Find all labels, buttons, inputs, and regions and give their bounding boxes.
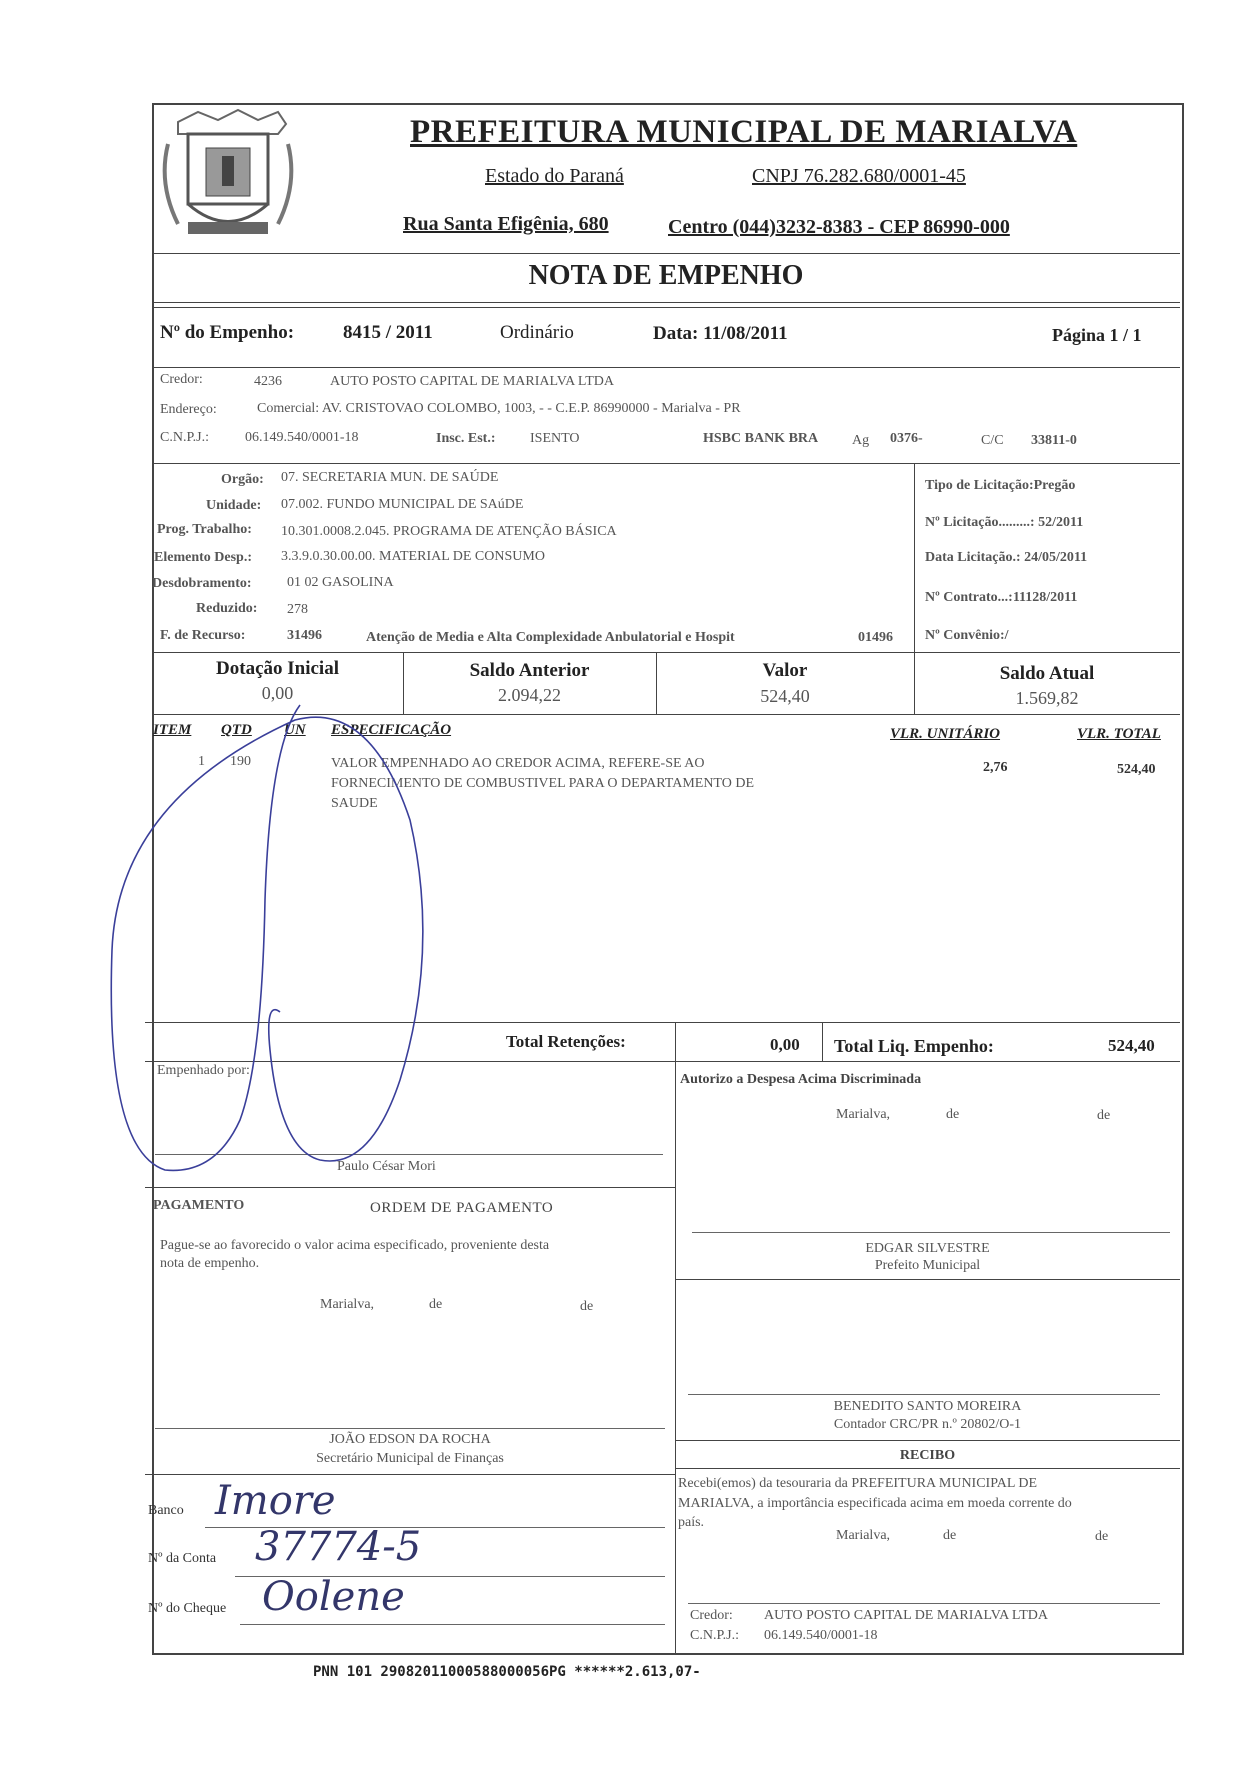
autorizo-label: Autorizo a Despesa Acima Discriminada xyxy=(680,1072,922,1087)
valor-label: Valor xyxy=(762,660,808,681)
header-phone-cep: Centro (044)3232-8383 - CEP 86990-000 xyxy=(668,216,1010,238)
item-number: 1 xyxy=(198,754,205,769)
elemento-label: Elemento Desp.: xyxy=(154,550,252,565)
credor-address: Comercial: AV. CRISTOVAO COLOMBO, 1003, - - C.E.P. 86990000 - Marialva - PR xyxy=(257,401,741,416)
licitacao-contrato: Nº Contrato...:11128/2011 xyxy=(925,590,1078,605)
retencoes-value: 0,00 xyxy=(770,1035,800,1054)
saldo-atual-value: 1.569,82 xyxy=(1015,688,1079,708)
pagamento-ordem: ORDEM DE PAGAMENTO xyxy=(370,1200,554,1216)
pagamento-text-2: nota de empenho. xyxy=(160,1256,260,1271)
prog-value: 10.301.0008.2.045. PROGRAMA DE ATENÇÃO BÁSICA xyxy=(281,524,617,539)
credor-name: AUTO POSTO CAPITAL DE MARIALVA LTDA xyxy=(330,374,614,389)
col-unit: VLR. UNITÁRIO xyxy=(890,726,1001,742)
doc-title: NOTA DE EMPENHO xyxy=(528,260,804,291)
credor-insc: ISENTO xyxy=(530,431,580,446)
credor-address-label: Endereço: xyxy=(160,402,217,417)
reduzido-label: Reduzido: xyxy=(196,601,258,616)
col-un: UN xyxy=(284,722,306,738)
licitacao-data: Data Licitação.: 24/05/2011 xyxy=(925,550,1088,565)
recurso-label: F. de Recurso: xyxy=(160,628,246,643)
empenho-number-label: Nº do Empenho: xyxy=(160,322,295,343)
item-spec-3: SAUDE xyxy=(331,796,378,811)
credor-ag: 0376- xyxy=(890,431,923,446)
unidade-label: Unidade: xyxy=(206,498,262,513)
pagamento-place: Marialva, xyxy=(320,1297,375,1312)
contador-name: BENEDITO SANTO MOREIRA xyxy=(833,1399,1022,1414)
conta-label: Nº da Conta xyxy=(148,1551,217,1566)
recibo-credor: AUTO POSTO CAPITAL DE MARIALVA LTDA xyxy=(764,1608,1048,1623)
orgao-value: 07. SECRETARIA MUN. DE SAÚDE xyxy=(281,470,499,485)
desdob-value: 01 02 GASOLINA xyxy=(287,575,394,590)
recibo-cnpj-label: C.N.P.J.: xyxy=(690,1628,740,1643)
autorizo-role: Prefeito Municipal xyxy=(874,1258,981,1273)
header-title: PREFEITURA MUNICIPAL DE MARIALVA xyxy=(410,114,1078,150)
recibo-label: RECIBO xyxy=(899,1448,956,1463)
col-qtd: QTD xyxy=(221,722,252,738)
valor-value: 524,40 xyxy=(760,686,810,706)
pagamento-name: JOÃO EDSON DA ROCHA xyxy=(329,1432,491,1447)
cheque-handwritten: Oolene xyxy=(262,1574,405,1620)
orgao-label: Orgão: xyxy=(221,472,264,487)
recibo-text-1: Recebi(emos) da tesouraria da PREFEITURA MUNICIPAL DE xyxy=(678,1476,1038,1491)
pagamento-de1: de xyxy=(429,1297,443,1312)
col-total: VLR. TOTAL xyxy=(1077,726,1161,742)
conta-handwritten: 37774-5 xyxy=(255,1524,422,1570)
pagamento-role: Secretário Municipal de Finanças xyxy=(316,1451,504,1466)
credor-cc-label: C/C xyxy=(981,433,1004,448)
col-spec: ESPECIFICAÇÃO xyxy=(331,722,452,738)
item-qtd: 190 xyxy=(230,754,251,769)
contador-role: Contador CRC/PR n.º 20802/O-1 xyxy=(833,1417,1022,1432)
autorizo-de1: de xyxy=(946,1107,960,1122)
recibo-de1: de xyxy=(943,1528,957,1543)
elemento-value: 3.3.9.0.30.00.00. MATERIAL DE CONSUMO xyxy=(281,549,545,564)
dotacao-value: 0,00 xyxy=(261,683,294,703)
licitacao-convenio: Nº Convênio:/ xyxy=(925,628,1009,643)
recibo-de2: de xyxy=(1095,1529,1109,1544)
reduzido-value: 278 xyxy=(287,602,308,617)
saldo-atual-label: Saldo Atual xyxy=(999,663,1095,684)
saldo-anterior-label: Saldo Anterior xyxy=(469,660,590,681)
saldo-anterior-value: 2.094,22 xyxy=(498,685,561,705)
credor-label: Credor: xyxy=(160,372,203,387)
col-item: ITEM xyxy=(153,722,192,738)
desdob-label: Desdobramento: xyxy=(152,576,252,591)
recibo-cnpj: 06.149.540/0001-18 xyxy=(764,1628,878,1643)
unidade-value: 07.002. FUNDO MUNICIPAL DE SAúDE xyxy=(281,497,524,512)
credor-insc-label: Insc. Est.: xyxy=(436,431,496,446)
recibo-place: Marialva, xyxy=(836,1528,891,1543)
liq-value: 524,40 xyxy=(1108,1036,1155,1055)
item-unit: 2,76 xyxy=(983,760,1008,775)
banco-label: Banco xyxy=(148,1503,184,1518)
item-total: 524,40 xyxy=(1117,762,1156,777)
retencoes-label: Total Retenções: xyxy=(506,1032,626,1051)
header-cnpj: CNPJ 76.282.680/0001-45 xyxy=(752,165,966,187)
municipal-crest-icon xyxy=(158,104,298,246)
recurso-code2: 01496 xyxy=(858,630,893,645)
licitacao-tipo: Tipo de Licitação:Pregão xyxy=(925,478,1076,493)
item-spec-1: VALOR EMPENHADO AO CREDOR ACIMA, REFERE-SE AO xyxy=(331,756,705,771)
autorizo-place: Marialva, xyxy=(836,1107,891,1122)
autorizo-de2: de xyxy=(1097,1108,1111,1123)
pagamento-text-1: Pague-se ao favorecido o valor acima especificado, proveniente desta xyxy=(160,1238,550,1253)
empenho-type: Ordinário xyxy=(500,322,574,343)
autorizo-name: EDGAR SILVESTRE xyxy=(865,1241,990,1256)
credor-cnpj-label: C.N.P.J.: xyxy=(160,430,210,445)
header-state: Estado do Paraná xyxy=(485,165,624,187)
empenho-date: Data: 11/08/2011 xyxy=(653,323,788,344)
recibo-text-2: MARIALVA, a importância especificada acima em moeda corrente do xyxy=(678,1496,1072,1511)
footer-code: PNN 101 29082011000588000056PG ******2.613,07- xyxy=(313,1664,701,1680)
empenhado-name: Paulo César Mori xyxy=(337,1159,436,1174)
licitacao-numero: Nº Licitação.........: 52/2011 xyxy=(925,515,1084,530)
recibo-text-3: país. xyxy=(678,1515,705,1530)
pagamento-label: PAGAMENTO xyxy=(153,1198,245,1213)
recurso-code: 31496 xyxy=(287,628,322,643)
empenho-number: 8415 / 2011 xyxy=(343,322,433,343)
liq-label: Total Liq. Empenho: xyxy=(834,1036,994,1056)
empenhado-label: Empenhado por: xyxy=(157,1063,250,1078)
recurso-desc: Atenção de Media e Alta Complexidade Anbulatorial e Hospit xyxy=(366,630,735,645)
item-spec-2: FORNECIMENTO DE COMBUSTIVEL PARA O DEPARTAMENTO DE xyxy=(331,776,755,791)
header-address: Rua Santa Efigênia, 680 xyxy=(403,213,609,235)
credor-ag-label: Ag xyxy=(852,433,870,448)
pagamento-de2: de xyxy=(580,1299,594,1314)
recibo-credor-label: Credor: xyxy=(690,1608,733,1623)
credor-cnpj: 06.149.540/0001-18 xyxy=(245,430,359,445)
prog-label: Prog. Trabalho: xyxy=(157,522,252,537)
banco-handwritten: Imore xyxy=(215,1478,336,1524)
credor-cc: 33811-0 xyxy=(1031,433,1077,448)
dotacao-label: Dotação Inicial xyxy=(216,658,339,679)
credor-bank: HSBC BANK BRA xyxy=(703,431,819,446)
empenho-page: Página 1 / 1 xyxy=(1052,325,1142,345)
credor-code: 4236 xyxy=(254,374,282,389)
cheque-label: Nº do Cheque xyxy=(148,1601,227,1616)
